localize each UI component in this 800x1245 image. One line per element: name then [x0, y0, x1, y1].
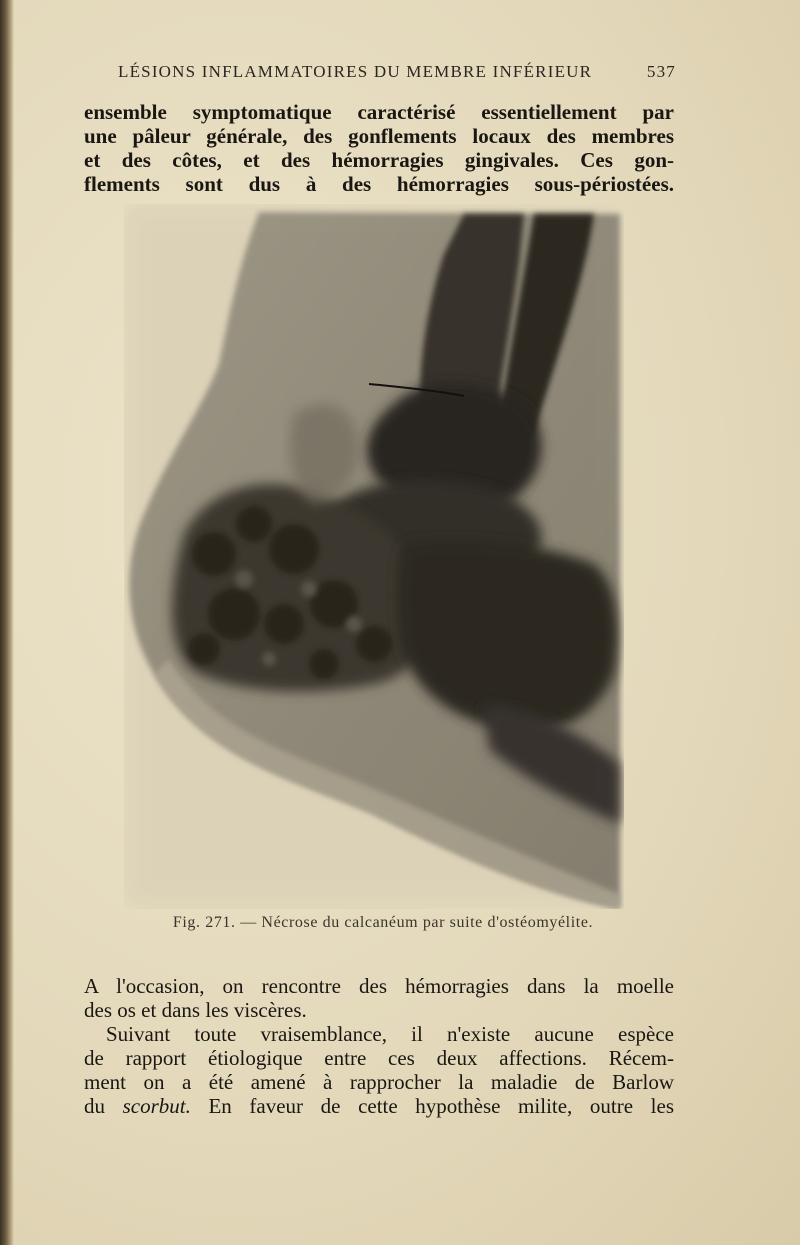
paragraph-3	[84, 1022, 674, 1118]
running-title: LÉSIONS INFLAMMATOIRES DU MEMBRE INFÉRIEUR	[118, 62, 593, 81]
text-line: ment on a été amené à rapprocher la maladie de Barlow	[84, 1070, 674, 1094]
xray-image	[124, 204, 624, 909]
italic-term: scorbut.	[122, 1094, 191, 1118]
text-fragment: du	[84, 1094, 123, 1118]
text-line: des os et dans les viscères.	[84, 998, 307, 1022]
text-line: ensemble symptomatique caractérisé essentiellement par	[84, 100, 674, 124]
text-line: flements sont dus à des hémorragies sous-périostées.	[84, 172, 674, 196]
text-fragment: En faveur de cette hypothèse milite, outre les	[190, 1094, 674, 1118]
text-line: de rapport étiologique entre ces deux affections. Récem-	[84, 1046, 674, 1070]
page-number: 537	[646, 62, 676, 81]
text-line: et des côtes, et des hémorragies gingivales. Ces gon-	[84, 148, 674, 172]
xray-figure	[124, 204, 624, 909]
text-line: une pâleur générale, des gonflements locaux des membres	[84, 124, 674, 148]
figure-caption: Fig. 271. — Nécrose du calcanéum par suite d'ostéomyélite.	[172, 914, 594, 931]
text-line: A l'occasion, on rencontre des hémorragies dans la moelle	[84, 974, 674, 998]
paragraph-2	[84, 974, 674, 1022]
text-line: Suivant toute vraisemblance, il n'existe aucune espèce	[106, 1022, 674, 1046]
book-gutter-shadow	[0, 0, 14, 1245]
paragraph-1	[84, 100, 674, 196]
text-line	[84, 1094, 674, 1118]
running-header	[118, 60, 676, 84]
